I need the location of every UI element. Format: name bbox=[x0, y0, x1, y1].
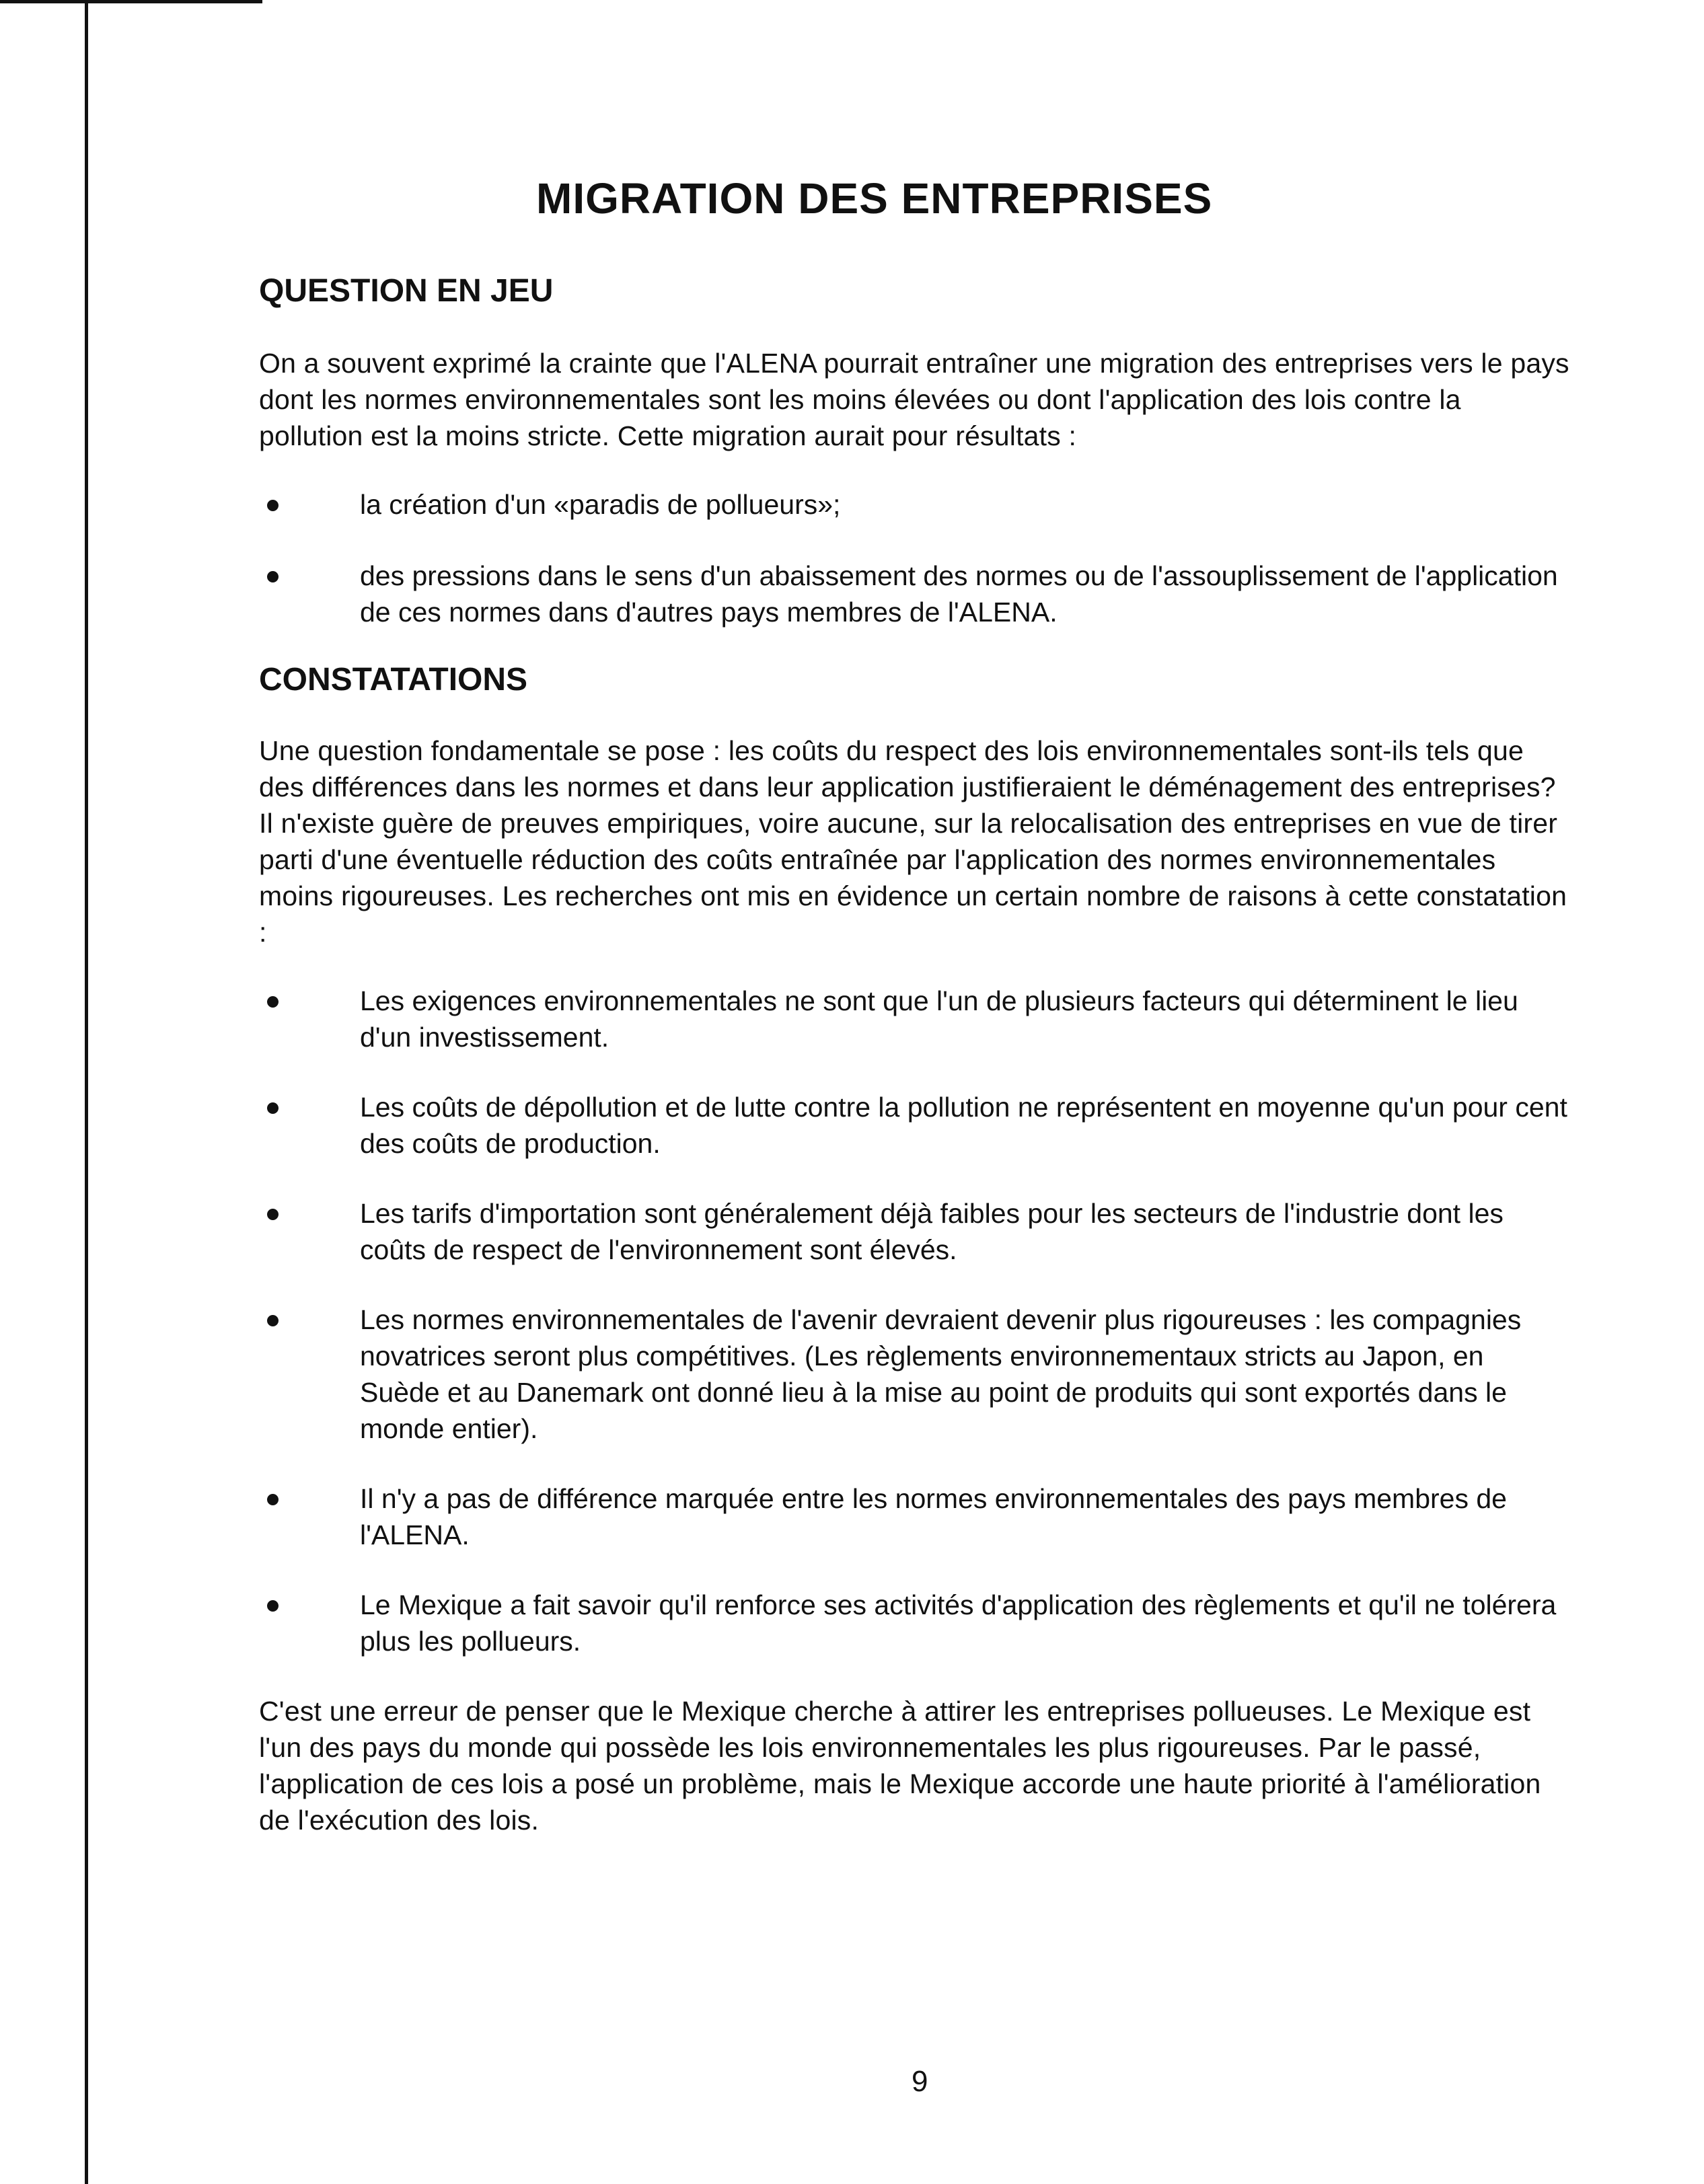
question-en-jeu-intro: On a souvent exprimé la crainte que l'ALENA pourrait entraîner une migration des entreprises vers le pays dont les normes environnementales sont les moins élevées ou dont l'application des lois contre la pollution est la moins stricte. Cette migration aurait pour résultats : bbox=[259, 348, 1569, 451]
bullet-icon bbox=[267, 571, 279, 582]
list-item bbox=[259, 1480, 1571, 1553]
list-item-text: Il n'y a pas de différence marquée entre les normes environnementales des pays membres de l'ALENA. bbox=[360, 1483, 1507, 1550]
list-item bbox=[259, 1587, 1571, 1659]
bullet-icon bbox=[267, 1315, 279, 1326]
list-item bbox=[259, 486, 1571, 523]
list-item-text: Les tarifs d'importation sont généralement déjà faibles pour les secteurs de l'industrie dont les coûts de respect de l'environnement sont élevés. bbox=[360, 1198, 1504, 1265]
list-item-text: Le Mexique a fait savoir qu'il renforce ses activités d'application des règlements et qu'il ne tolérera plus les pollueurs. bbox=[360, 1589, 1557, 1657]
binding-margin-line bbox=[85, 0, 88, 2184]
list-item bbox=[259, 1302, 1571, 1447]
question-en-jeu-bullet-list bbox=[259, 486, 1571, 630]
list-item bbox=[259, 1089, 1571, 1162]
constatations-conclusion: C'est une erreur de penser que le Mexique cherche à attirer les entreprises pollueuses. Le Mexique est l'un des pays du monde qui possède les lois environnementales les plus rigoureuses. Par le passé, l'application de ces lois a posé un problème, mais le Mexique accorde une haute priorité à l'amélioration de l'exécution des lois. bbox=[259, 1696, 1541, 1836]
bullet-icon bbox=[267, 1209, 279, 1220]
section-heading-question-en-jeu: QUESTION EN JEU bbox=[259, 273, 554, 309]
binding-top-edge bbox=[0, 0, 262, 3]
list-item bbox=[259, 983, 1571, 1055]
list-item-text: des pressions dans le sens d'un abaissement des normes ou de l'assouplissement de l'application de ces normes dans d'autres pays membres de l'ALENA. bbox=[360, 560, 1558, 628]
bullet-icon bbox=[267, 996, 279, 1008]
list-item bbox=[259, 558, 1571, 630]
bullet-icon bbox=[267, 500, 279, 511]
section-heading-constatations: CONSTATATIONS bbox=[259, 662, 528, 698]
constatations-intro: Une question fondamentale se pose : les coûts du respect des lois environnementales sont-ils tels que des différences dans les normes et dans leur application justifieraient le déménagement des entreprises? Il n'existe guère de preuves empiriques, voire aucune, sur la relocalisation des entreprises en vue de tirer parti d'une éventuelle réduction des coûts entraînée par l'application des normes environnementales moins rigoureuses. Les recherches ont mis en évidence un certain nombre de raisons à cette constatation : bbox=[259, 735, 1567, 948]
document-page bbox=[259, 168, 1571, 1838]
document-title: MIGRATION DES ENTREPRISES bbox=[536, 174, 1213, 223]
bullet-icon bbox=[267, 1102, 279, 1114]
list-item-text: Les exigences environnementales ne sont que l'un de plusieurs facteurs qui déterminent le lieu d'un investissement. bbox=[360, 985, 1518, 1053]
list-item-text: Les coûts de dépollution et de lutte contre la pollution ne représentent en moyenne qu'un pour cent des coûts de production. bbox=[360, 1092, 1567, 1159]
list-item-text: Les normes environnementales de l'avenir devraient devenir plus rigoureuses : les compagnies novatrices seront plus compétitives. (Les règlements environnementaux stricts au Japon, en Suède et au Danemark ont donné lieu à la mise au point de produits qui sont exportés dans le monde entier). bbox=[360, 1304, 1522, 1444]
page-number: 9 bbox=[912, 2065, 928, 2098]
list-item-text: la création d'un «paradis de pollueurs»; bbox=[360, 489, 841, 520]
constatations-bullet-list bbox=[259, 983, 1571, 1659]
list-item bbox=[259, 1195, 1571, 1268]
bullet-icon bbox=[267, 1494, 279, 1505]
bullet-icon bbox=[267, 1600, 279, 1612]
